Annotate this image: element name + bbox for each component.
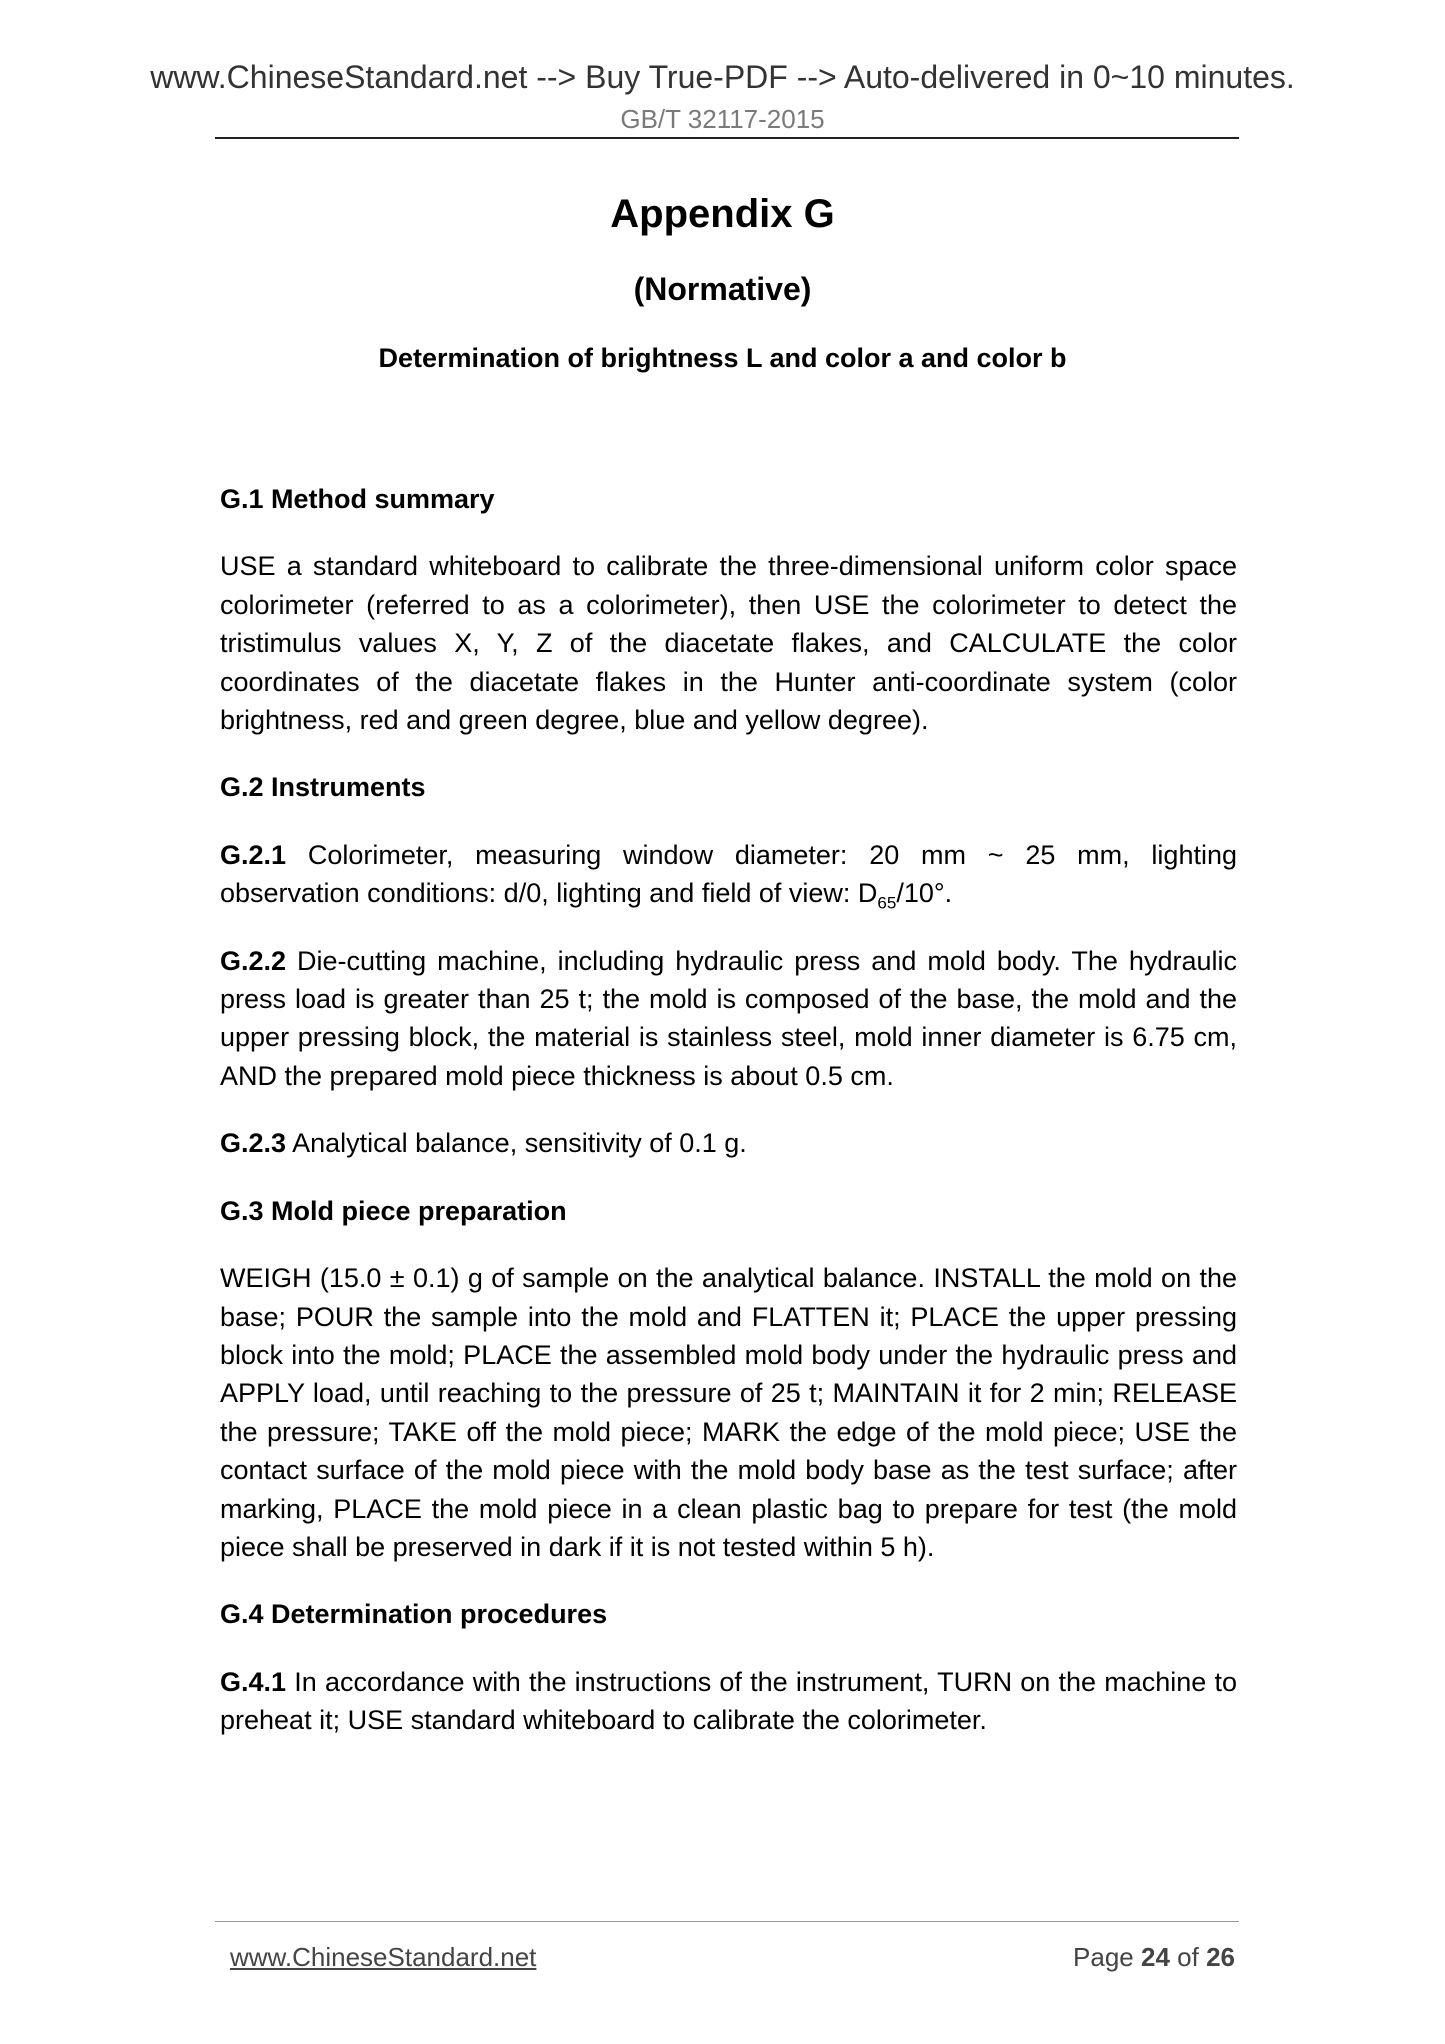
- page-word: Page: [1073, 1942, 1134, 1972]
- header-banner: www.ChineseStandard.net --> Buy True-PDF --> Auto-delivered in 0~10 minutes.: [150, 59, 1295, 95]
- clause-g41-number: G.4.1: [220, 1666, 287, 1697]
- page-of: of: [1177, 1942, 1199, 1972]
- clause-g21-text: Colorimeter, measuring window diameter: 20 mm ~ 25 mm, lighting observation conditions: d/0, lighting and field of view: D: [220, 839, 1237, 909]
- clause-g21: [220, 836, 1237, 913]
- appendix-type: (Normative): [633, 271, 812, 307]
- section-g2-heading: G.2 Instruments: [220, 772, 426, 803]
- clause-g21-text-end: /10°.: [896, 878, 953, 909]
- clause-g23-number: G.2.3: [220, 1128, 287, 1159]
- clause-g22-number: G.2.2: [220, 945, 287, 976]
- appendix-title: Appendix G: [610, 192, 835, 236]
- page-total: 26: [1206, 1942, 1235, 1972]
- clause-g22: [220, 942, 1237, 1096]
- section-g3-heading: G.3 Mold piece preparation: [220, 1195, 567, 1226]
- clause-g41: [220, 1663, 1237, 1740]
- page-current: 24: [1141, 1942, 1170, 1972]
- section-g1-heading: G.1 Method summary: [220, 484, 495, 514]
- clause-g21-subscript: 65: [877, 893, 897, 913]
- clause-g23: [220, 1124, 1237, 1162]
- clause-g23-text: Analytical balance, sensitivity of 0.1 g.: [292, 1128, 747, 1159]
- document-body: [220, 480, 1237, 1740]
- clause-g22-text: Die-cutting machine, including hydraulic press and mold body. The hydraulic press load is greater than 25 t; the mold is composed of the base, the mold and the upper pressing block, the material is stainless steel, mold inner diameter is 6.75 cm, AND the prepared mold piece thickness is about 0.5 cm.: [220, 945, 1237, 1091]
- footer-website-link[interactable]: www.ChineseStandard.net: [230, 1942, 537, 1972]
- standard-code: GB/T 32117-2015: [620, 104, 825, 134]
- section-g4-heading: G.4 Determination procedures: [220, 1599, 608, 1630]
- clause-g41-text: In accordance with the instructions of the instrument, TURN on the machine to preheat it; USE standard whiteboard to calibrate the colorimeter.: [220, 1666, 1237, 1736]
- section-g3-paragraph: WEIGH (15.0 ± 0.1) g of sample on the analytical balance. INSTALL the mold on the base; POUR the sample into the mold and FLATTEN it; PLACE the upper pressing block into the mold; PLACE the assembled mold body under the hydraulic press and APPLY load, until reaching to the pressure of 25 t; MAINTAIN it for 2 min; RELEASE the pressure; TAKE off the mold piece; MARK the edge of the mold piece; USE the contact surface of the mold piece with the mold body base as the test surface; after marking, PLACE the mold piece in a clean plastic bag to prepare for test (the mold piece shall be preserved in dark if it is not tested within 5 h).: [220, 1263, 1237, 1562]
- footer-divider: [215, 1921, 1239, 1922]
- section-g1-paragraph: USE a standard whiteboard to calibrate the three-dimensional uniform color space colorimeter (referred to as a colorimeter), then USE the colorimeter to detect the tristimulus values X, Y, Z of the diacetate flakes, and CALCULATE the color coordinates of the diacetate flakes in the Hunter anti-coordinate system (color brightness, red and green degree, blue and yellow degree).: [220, 551, 1237, 736]
- page-indicator: [1073, 1940, 1235, 1974]
- header-divider: [215, 137, 1239, 139]
- appendix-subject: Determination of brightness L and color a and color b: [378, 343, 1067, 373]
- clause-g21-number: G.2.1: [220, 839, 287, 870]
